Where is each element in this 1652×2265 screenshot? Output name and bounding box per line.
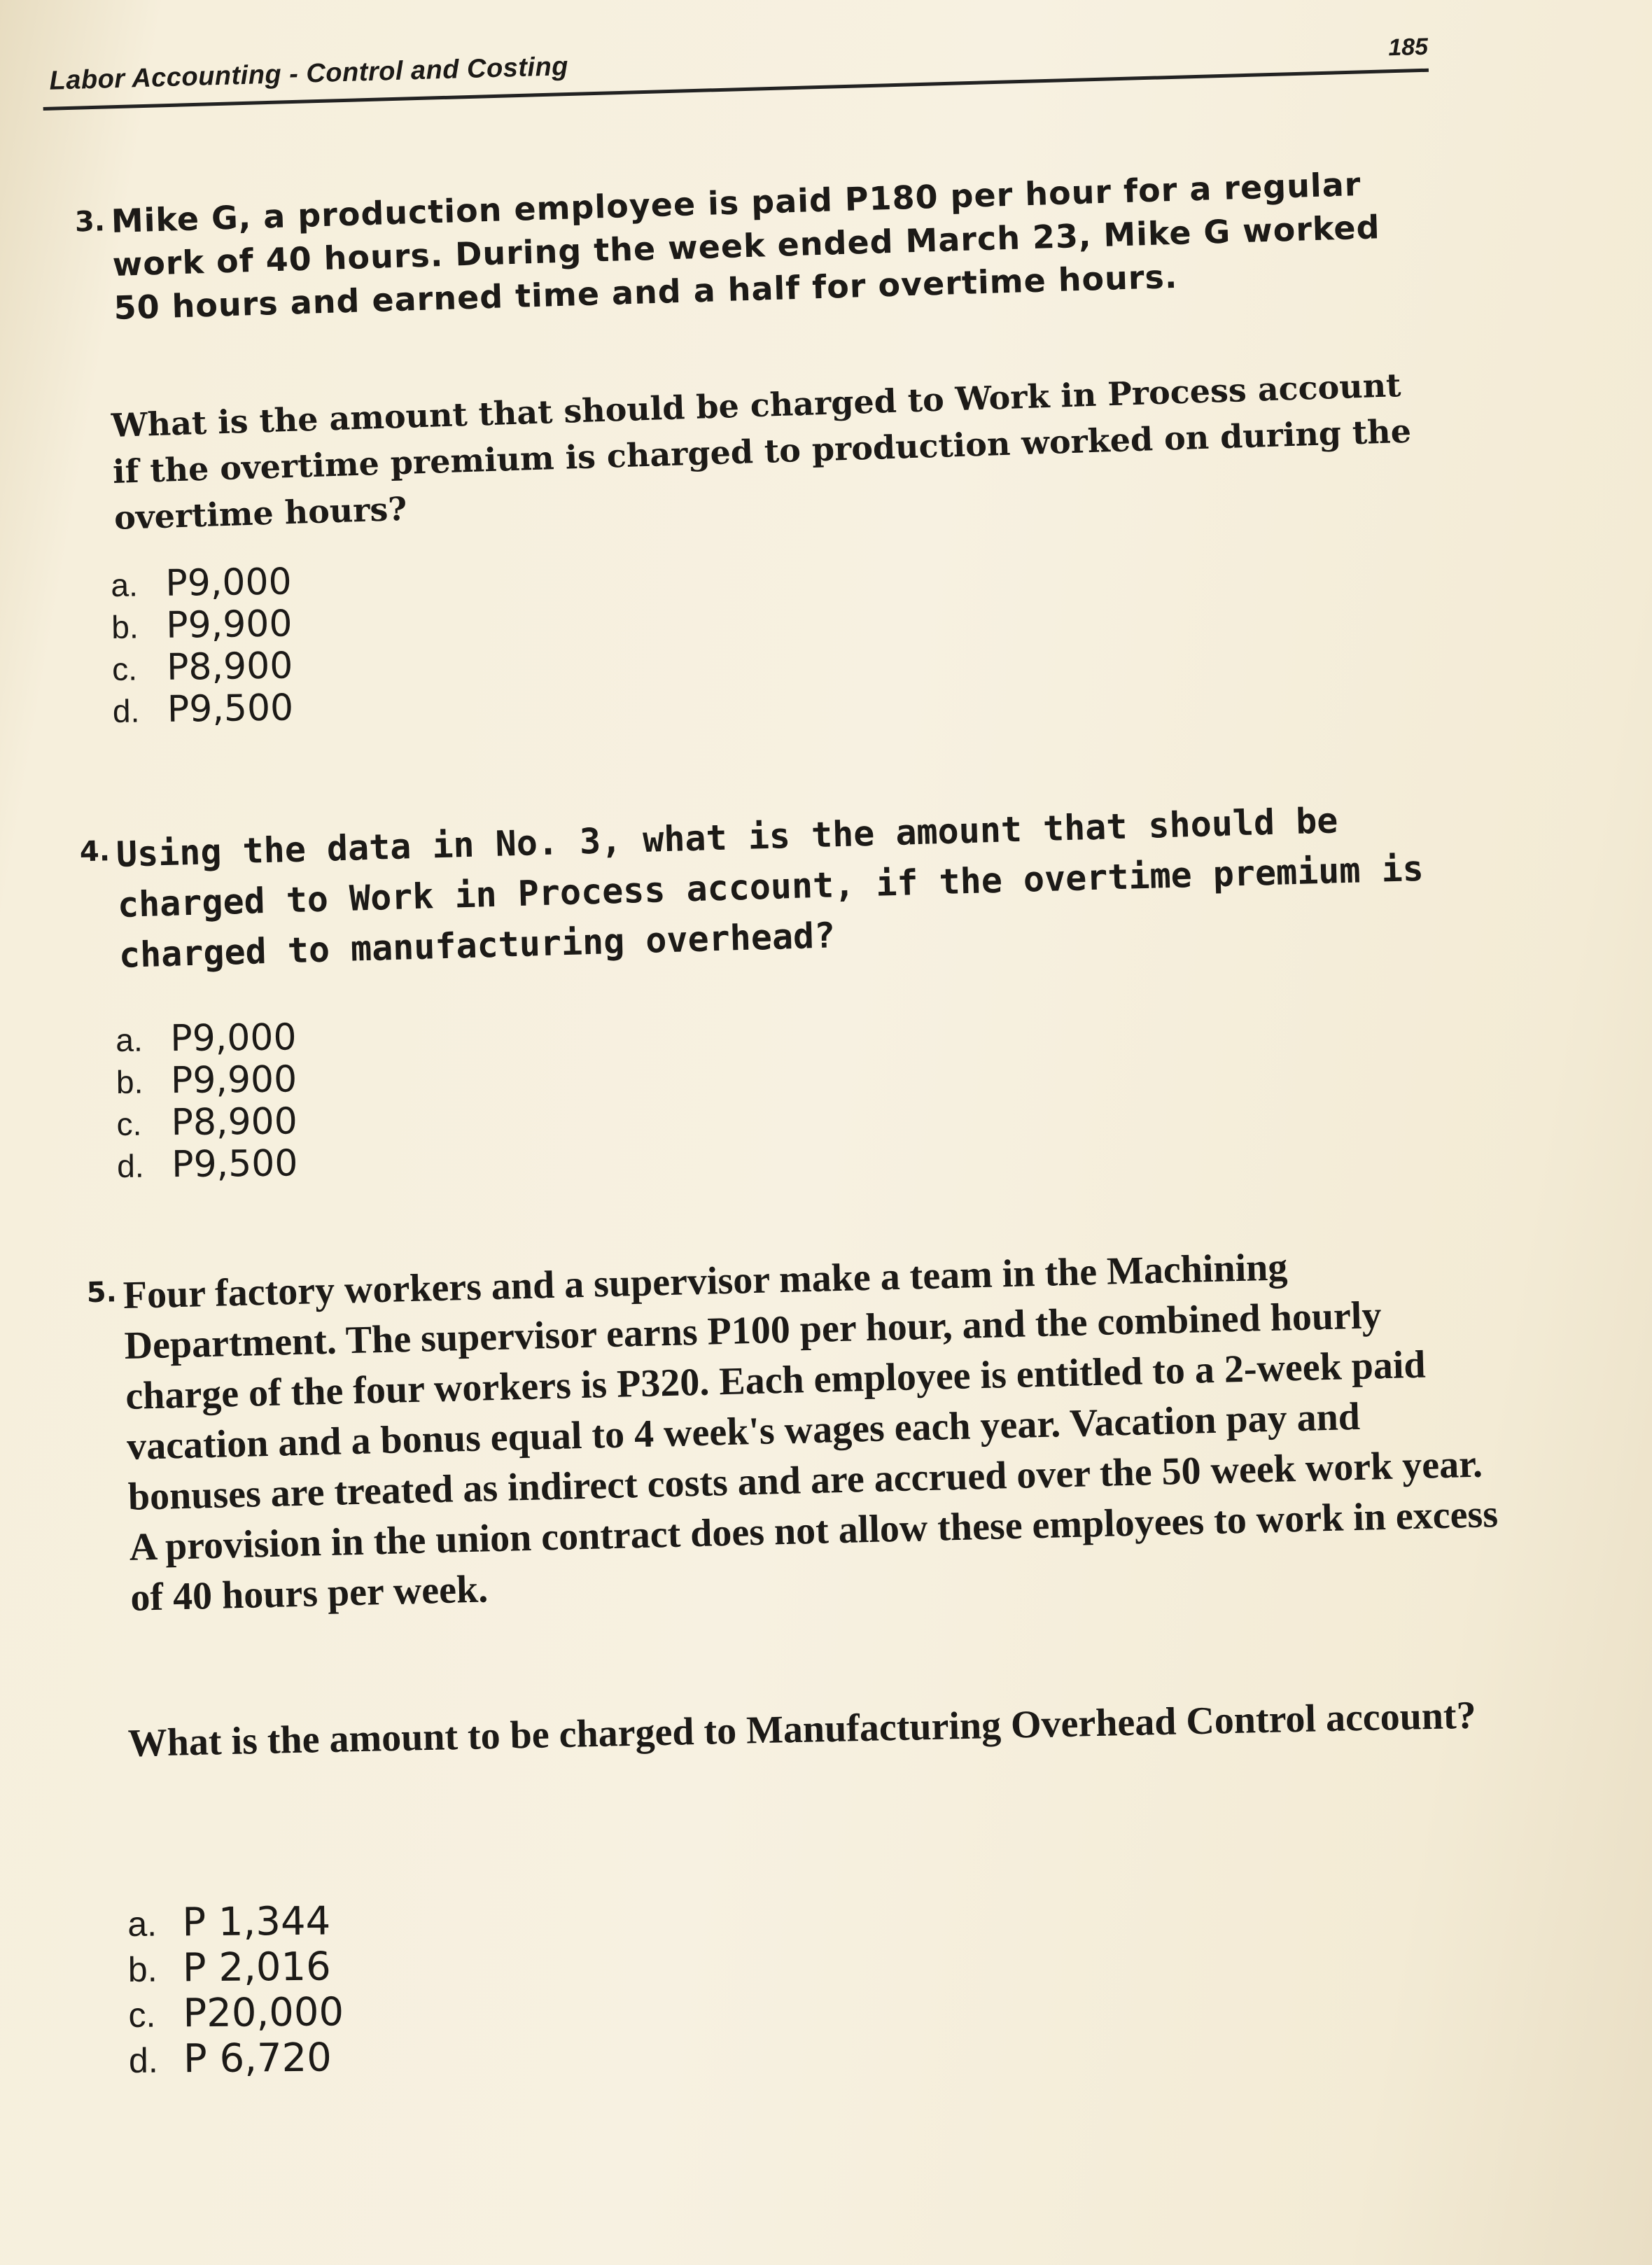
question-text: Four factory workers and a supervisor make a team in the Machining Department. The supervisor earns P100 per hour, and the combined hourly charge of the four workers is P320. Each employee is entitled to a 2-week paid vacation and a bonus equal to 4 week's wages each year. Vacation pay and bonuses are treated as indirect costs and are accrued over the 50 week work year. A provision in the union contract does not allow these employees to work in excess of 40 hours per week. [122,1245,1499,1620]
sub-question-text: What is the amount to be charged to Manufacturing Overhead Control account? [127,1693,1477,1765]
option-letter: d. [128,2040,158,2080]
option-a[interactable] [111,559,461,605]
question-number: 4. [79,835,111,869]
option-c[interactable] [112,643,463,689]
option-a[interactable] [127,1897,548,1946]
option-value: P9,000 [169,1016,297,1060]
option-letter: b. [115,1063,144,1100]
question-3 [74,160,1430,330]
question-number: 3. [74,205,106,239]
option-value: P9,500 [171,1142,298,1186]
option-a[interactable] [115,1015,466,1060]
option-value: P8,900 [166,645,293,689]
option-d[interactable] [117,1141,468,1186]
option-b[interactable] [128,1942,549,1991]
page-header [42,28,1429,122]
option-letter: a. [111,566,139,603]
option-value: P8,900 [171,1100,298,1144]
option-value: P9,900 [165,603,293,647]
option-letter: c. [111,650,138,687]
option-c[interactable] [116,1099,467,1144]
option-d[interactable] [113,685,463,731]
sub-question-text: What is the amount that should be charged to Work in Process account if the overtime premium is charged to production worked on during the overtime hours? [111,366,1412,537]
option-c[interactable] [128,1988,549,2037]
option-value: P20,000 [183,1989,344,2037]
option-letter: b. [111,608,139,645]
question-5-sub [127,1690,1514,1769]
question-4 [79,792,1449,981]
question-4-options [115,1015,467,1186]
option-value: P 6,720 [183,2035,332,2082]
question-5-options [127,1897,549,2082]
option-value: P9,000 [164,561,293,605]
option-value: P9,500 [167,687,294,731]
chapter-title: Labor Accounting - Control and Costing [48,52,569,96]
question-5 [86,1237,1503,1623]
option-value: P 2,016 [182,1944,332,1991]
question-number: 5. [86,1276,118,1310]
option-b[interactable] [116,1057,467,1102]
option-letter: d. [116,1147,144,1184]
option-letter: a. [115,1021,143,1058]
option-letter: c. [116,1105,142,1142]
option-letter: c. [128,1995,156,2035]
question-3-sub [111,361,1437,541]
option-value: P 1,344 [181,1898,331,1946]
option-value: P9,900 [170,1058,298,1102]
option-letter: d. [112,692,140,729]
option-letter: b. [127,1949,158,1989]
option-letter: a. [127,1904,158,1944]
option-d[interactable] [129,2033,550,2082]
question-text: Using the data in No. 3, what is the amount that should be charged to Work in Process account, if the overtime premium is charged to manufacturing overhead? [115,800,1424,976]
page-number: 185 [1387,33,1429,62]
question-text: Mike G, a production employee is paid P180 per hour for a regular work of 40 hours. During the week ended March 23, Mike G worked 50 hours and earned time and a half for overtime hours. [111,165,1381,327]
question-3-options [111,559,463,731]
option-b[interactable] [111,601,462,647]
